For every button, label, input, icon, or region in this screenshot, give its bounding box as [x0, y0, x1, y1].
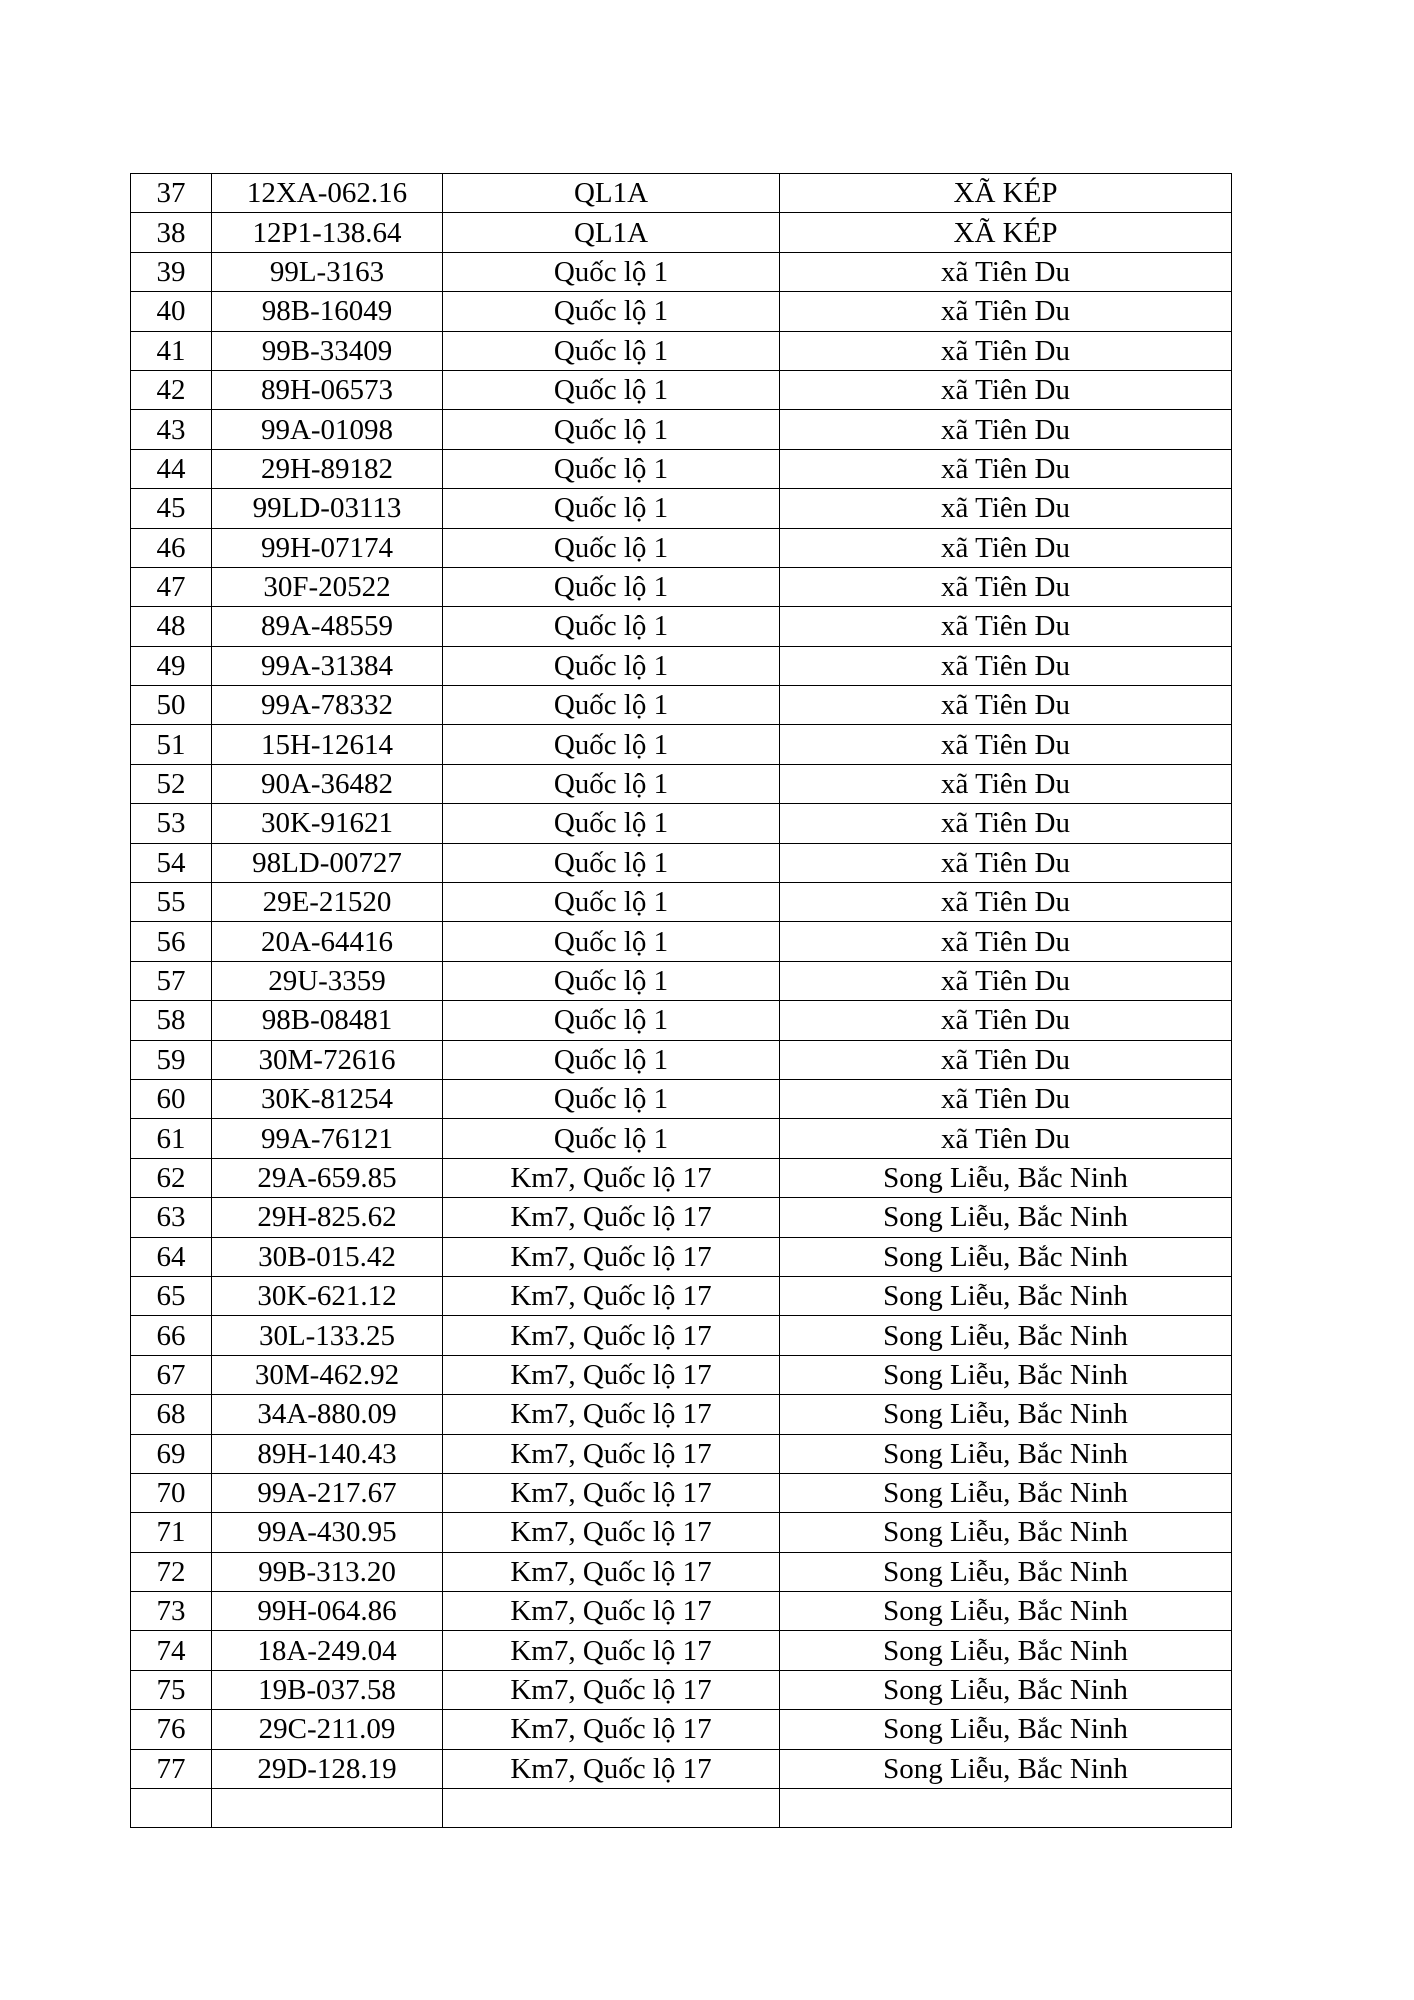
license-plate-cell: 30M-462.92	[212, 1355, 443, 1394]
road-cell: Km7, Quốc lộ 17	[443, 1395, 780, 1434]
license-plate-cell: 29D-128.19	[212, 1749, 443, 1788]
license-plate-cell: 99A-31384	[212, 646, 443, 685]
location-cell: Song Liễu, Bắc Ninh	[780, 1395, 1232, 1434]
license-plate-cell: 18A-249.04	[212, 1631, 443, 1670]
violation-table	[130, 173, 1232, 1828]
license-plate-cell: 30M-72616	[212, 1040, 443, 1079]
license-plate-cell: 30K-91621	[212, 804, 443, 843]
row-number-cell: 49	[131, 646, 212, 685]
license-plate-cell: 30F-20522	[212, 567, 443, 606]
license-plate-cell: 99A-217.67	[212, 1473, 443, 1512]
row-number-cell: 76	[131, 1710, 212, 1749]
license-plate-cell: 99H-07174	[212, 528, 443, 567]
license-plate-cell: 12XA-062.16	[212, 174, 443, 213]
table-row	[131, 607, 1232, 646]
table-row	[131, 213, 1232, 252]
license-plate-cell: 89A-48559	[212, 607, 443, 646]
row-number-cell: 50	[131, 686, 212, 725]
row-number-cell: 68	[131, 1395, 212, 1434]
table-row	[131, 292, 1232, 331]
location-cell	[780, 1789, 1232, 1828]
row-number-cell: 43	[131, 410, 212, 449]
license-plate-cell: 98B-16049	[212, 292, 443, 331]
table-body	[131, 174, 1232, 1828]
row-number-cell: 64	[131, 1237, 212, 1276]
road-cell: Km7, Quốc lộ 17	[443, 1198, 780, 1237]
license-plate-cell: 99B-33409	[212, 331, 443, 370]
license-plate-cell: 99H-064.86	[212, 1592, 443, 1631]
row-number-cell: 57	[131, 961, 212, 1000]
location-cell: xã Tiên Du	[780, 567, 1232, 606]
location-cell: XÃ KÉP	[780, 213, 1232, 252]
row-number-cell: 77	[131, 1749, 212, 1788]
row-number-cell: 75	[131, 1670, 212, 1709]
location-cell: xã Tiên Du	[780, 252, 1232, 291]
location-cell: xã Tiên Du	[780, 686, 1232, 725]
table-row	[131, 1513, 1232, 1552]
road-cell: Quốc lộ 1	[443, 1119, 780, 1158]
table-row	[131, 449, 1232, 488]
row-number-cell: 52	[131, 764, 212, 803]
row-number-cell: 61	[131, 1119, 212, 1158]
row-number-cell: 70	[131, 1473, 212, 1512]
location-cell: xã Tiên Du	[780, 410, 1232, 449]
road-cell: Quốc lộ 1	[443, 922, 780, 961]
road-cell: Km7, Quốc lộ 17	[443, 1158, 780, 1197]
table-row	[131, 725, 1232, 764]
license-plate-cell: 29A-659.85	[212, 1158, 443, 1197]
table-row	[131, 1079, 1232, 1118]
road-cell: Quốc lộ 1	[443, 646, 780, 685]
row-number-cell: 59	[131, 1040, 212, 1079]
row-number-cell: 62	[131, 1158, 212, 1197]
location-cell: xã Tiên Du	[780, 331, 1232, 370]
table-row	[131, 1237, 1232, 1276]
road-cell: Km7, Quốc lộ 17	[443, 1276, 780, 1315]
row-number-cell: 38	[131, 213, 212, 252]
table-row	[131, 252, 1232, 291]
row-number-cell	[131, 1789, 212, 1828]
road-cell: Km7, Quốc lộ 17	[443, 1710, 780, 1749]
road-cell: Quốc lộ 1	[443, 252, 780, 291]
road-cell: Quốc lộ 1	[443, 725, 780, 764]
license-plate-cell: 20A-64416	[212, 922, 443, 961]
table-row	[131, 1198, 1232, 1237]
road-cell: Km7, Quốc lộ 17	[443, 1355, 780, 1394]
row-number-cell: 66	[131, 1316, 212, 1355]
road-cell: Quốc lộ 1	[443, 489, 780, 528]
location-cell: xã Tiên Du	[780, 489, 1232, 528]
location-cell: xã Tiên Du	[780, 1079, 1232, 1118]
table-row	[131, 1670, 1232, 1709]
license-plate-cell: 15H-12614	[212, 725, 443, 764]
location-cell: xã Tiên Du	[780, 764, 1232, 803]
location-cell: Song Liễu, Bắc Ninh	[780, 1552, 1232, 1591]
location-cell: xã Tiên Du	[780, 292, 1232, 331]
license-plate-cell: 99A-01098	[212, 410, 443, 449]
location-cell: Song Liễu, Bắc Ninh	[780, 1276, 1232, 1315]
row-number-cell: 72	[131, 1552, 212, 1591]
table-row	[131, 804, 1232, 843]
location-cell: Song Liễu, Bắc Ninh	[780, 1355, 1232, 1394]
road-cell: Quốc lộ 1	[443, 331, 780, 370]
table-row	[131, 1316, 1232, 1355]
table-row	[131, 1631, 1232, 1670]
license-plate-cell: 99L-3163	[212, 252, 443, 291]
row-number-cell: 45	[131, 489, 212, 528]
row-number-cell: 74	[131, 1631, 212, 1670]
location-cell: xã Tiên Du	[780, 725, 1232, 764]
license-plate-cell: 99A-430.95	[212, 1513, 443, 1552]
table-row	[131, 528, 1232, 567]
location-cell: xã Tiên Du	[780, 1040, 1232, 1079]
location-cell: xã Tiên Du	[780, 1001, 1232, 1040]
table-row	[131, 883, 1232, 922]
road-cell: Quốc lộ 1	[443, 764, 780, 803]
license-plate-cell: 19B-037.58	[212, 1670, 443, 1709]
road-cell: Quốc lộ 1	[443, 292, 780, 331]
location-cell: xã Tiên Du	[780, 449, 1232, 488]
table-row	[131, 646, 1232, 685]
row-number-cell: 56	[131, 922, 212, 961]
row-number-cell: 65	[131, 1276, 212, 1315]
table-row	[131, 567, 1232, 606]
row-number-cell: 60	[131, 1079, 212, 1118]
row-number-cell: 37	[131, 174, 212, 213]
road-cell: Quốc lộ 1	[443, 961, 780, 1000]
table-row	[131, 1355, 1232, 1394]
row-number-cell: 46	[131, 528, 212, 567]
row-number-cell: 39	[131, 252, 212, 291]
row-number-cell: 51	[131, 725, 212, 764]
road-cell: Quốc lộ 1	[443, 1040, 780, 1079]
road-cell: Quốc lộ 1	[443, 410, 780, 449]
row-number-cell: 40	[131, 292, 212, 331]
table-row	[131, 1789, 1232, 1828]
location-cell: xã Tiên Du	[780, 843, 1232, 882]
road-cell: Km7, Quốc lộ 17	[443, 1552, 780, 1591]
location-cell: Song Liễu, Bắc Ninh	[780, 1158, 1232, 1197]
location-cell: Song Liễu, Bắc Ninh	[780, 1670, 1232, 1709]
road-cell: Quốc lộ 1	[443, 843, 780, 882]
location-cell: xã Tiên Du	[780, 646, 1232, 685]
table-row	[131, 1001, 1232, 1040]
road-cell: Quốc lộ 1	[443, 1079, 780, 1118]
table-row	[131, 1749, 1232, 1788]
row-number-cell: 69	[131, 1434, 212, 1473]
location-cell: xã Tiên Du	[780, 804, 1232, 843]
location-cell: Song Liễu, Bắc Ninh	[780, 1237, 1232, 1276]
road-cell: Quốc lộ 1	[443, 528, 780, 567]
road-cell: Km7, Quốc lộ 17	[443, 1434, 780, 1473]
location-cell: xã Tiên Du	[780, 607, 1232, 646]
license-plate-cell: 89H-06573	[212, 370, 443, 409]
license-plate-cell: 30K-621.12	[212, 1276, 443, 1315]
license-plate-cell: 30L-133.25	[212, 1316, 443, 1355]
row-number-cell: 67	[131, 1355, 212, 1394]
table-row	[131, 174, 1232, 213]
road-cell: Km7, Quốc lộ 17	[443, 1749, 780, 1788]
license-plate-cell: 99LD-03113	[212, 489, 443, 528]
location-cell: Song Liễu, Bắc Ninh	[780, 1316, 1232, 1355]
road-cell	[443, 1789, 780, 1828]
license-plate-cell: 29H-89182	[212, 449, 443, 488]
road-cell: Quốc lộ 1	[443, 449, 780, 488]
location-cell: Song Liễu, Bắc Ninh	[780, 1513, 1232, 1552]
road-cell: Km7, Quốc lộ 17	[443, 1670, 780, 1709]
location-cell: xã Tiên Du	[780, 1119, 1232, 1158]
license-plate-cell: 34A-880.09	[212, 1395, 443, 1434]
road-cell: Quốc lộ 1	[443, 567, 780, 606]
location-cell: Song Liễu, Bắc Ninh	[780, 1631, 1232, 1670]
location-cell: XÃ KÉP	[780, 174, 1232, 213]
table-row	[131, 410, 1232, 449]
road-cell: Km7, Quốc lộ 17	[443, 1237, 780, 1276]
road-cell: Quốc lộ 1	[443, 1001, 780, 1040]
road-cell: Quốc lộ 1	[443, 370, 780, 409]
row-number-cell: 47	[131, 567, 212, 606]
road-cell: Km7, Quốc lộ 17	[443, 1473, 780, 1512]
license-plate-cell: 29C-211.09	[212, 1710, 443, 1749]
row-number-cell: 44	[131, 449, 212, 488]
road-cell: QL1A	[443, 174, 780, 213]
location-cell: Song Liễu, Bắc Ninh	[780, 1198, 1232, 1237]
road-cell: Km7, Quốc lộ 17	[443, 1316, 780, 1355]
license-plate-cell	[212, 1789, 443, 1828]
license-plate-cell: 12P1-138.64	[212, 213, 443, 252]
table-row	[131, 764, 1232, 803]
location-cell: xã Tiên Du	[780, 961, 1232, 1000]
table-row	[131, 1473, 1232, 1512]
row-number-cell: 58	[131, 1001, 212, 1040]
license-plate-cell: 99A-76121	[212, 1119, 443, 1158]
license-plate-cell: 98LD-00727	[212, 843, 443, 882]
location-cell: Song Liễu, Bắc Ninh	[780, 1749, 1232, 1788]
table-row	[131, 370, 1232, 409]
road-cell: Km7, Quốc lộ 17	[443, 1592, 780, 1631]
table-row	[131, 1119, 1232, 1158]
table-row	[131, 843, 1232, 882]
location-cell: xã Tiên Du	[780, 528, 1232, 567]
table-row	[131, 686, 1232, 725]
license-plate-cell: 98B-08481	[212, 1001, 443, 1040]
license-plate-cell: 29E-21520	[212, 883, 443, 922]
table-row	[131, 1395, 1232, 1434]
row-number-cell: 73	[131, 1592, 212, 1631]
row-number-cell: 54	[131, 843, 212, 882]
license-plate-cell: 30K-81254	[212, 1079, 443, 1118]
table-row	[131, 1276, 1232, 1315]
road-cell: Km7, Quốc lộ 17	[443, 1631, 780, 1670]
road-cell: Quốc lộ 1	[443, 804, 780, 843]
road-cell: QL1A	[443, 213, 780, 252]
table-row	[131, 331, 1232, 370]
license-plate-cell: 29H-825.62	[212, 1198, 443, 1237]
row-number-cell: 53	[131, 804, 212, 843]
table-row	[131, 1592, 1232, 1631]
row-number-cell: 42	[131, 370, 212, 409]
row-number-cell: 63	[131, 1198, 212, 1237]
row-number-cell: 48	[131, 607, 212, 646]
license-plate-cell: 29U-3359	[212, 961, 443, 1000]
table-row	[131, 1552, 1232, 1591]
location-cell: Song Liễu, Bắc Ninh	[780, 1473, 1232, 1512]
road-cell: Quốc lộ 1	[443, 686, 780, 725]
location-cell: Song Liễu, Bắc Ninh	[780, 1434, 1232, 1473]
table-row	[131, 961, 1232, 1000]
location-cell: Song Liễu, Bắc Ninh	[780, 1710, 1232, 1749]
road-cell: Quốc lộ 1	[443, 883, 780, 922]
table-row	[131, 1040, 1232, 1079]
license-plate-cell: 30B-015.42	[212, 1237, 443, 1276]
location-cell: xã Tiên Du	[780, 883, 1232, 922]
location-cell: xã Tiên Du	[780, 922, 1232, 961]
location-cell: Song Liễu, Bắc Ninh	[780, 1592, 1232, 1631]
table-row	[131, 1710, 1232, 1749]
license-plate-cell: 90A-36482	[212, 764, 443, 803]
row-number-cell: 71	[131, 1513, 212, 1552]
location-cell: xã Tiên Du	[780, 370, 1232, 409]
table-row	[131, 1434, 1232, 1473]
road-cell: Km7, Quốc lộ 17	[443, 1513, 780, 1552]
row-number-cell: 41	[131, 331, 212, 370]
license-plate-cell: 89H-140.43	[212, 1434, 443, 1473]
table-row	[131, 922, 1232, 961]
license-plate-cell: 99A-78332	[212, 686, 443, 725]
table-row	[131, 489, 1232, 528]
table-row	[131, 1158, 1232, 1197]
road-cell: Quốc lộ 1	[443, 607, 780, 646]
row-number-cell: 55	[131, 883, 212, 922]
license-plate-cell: 99B-313.20	[212, 1552, 443, 1591]
